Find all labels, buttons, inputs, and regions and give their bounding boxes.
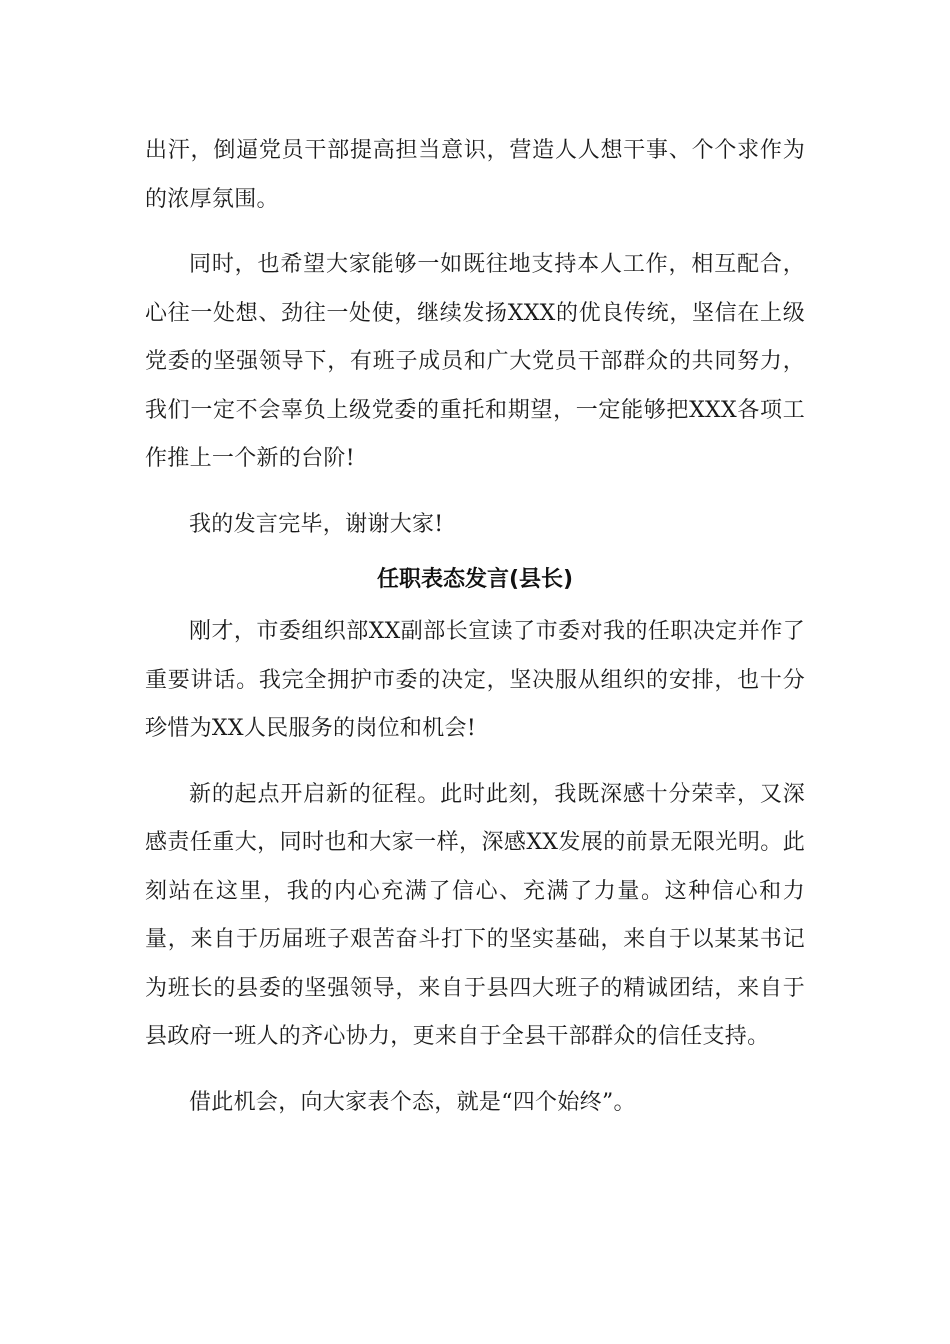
paragraph-four-always: 借此机会，向大家表个态，就是“四个始终”。 xyxy=(189,1089,636,1115)
paragraph-continued: 出汗，倒逼党员干部提高担当意识，营造人人想干事、个个求作为的浓厚氛围。 xyxy=(145,138,805,212)
paragraph-support-request: 同时，也希望大家能够一如既往地支持本人工作，相互配合，心往一处想、劲往一处使，继续发扬XXX的优良传统，坚信在上级党委的坚强领导下，有班子成员和广大党员干部群众的共同努力，我们一定不会辜负上级党委的重托和期望，一定能够把XXX各项工作推上一个新的台阶! xyxy=(145,252,805,471)
paragraph-new-journey: 新的起点开启新的征程。此时此刻，我既深感十分荣幸，又深感责任重大，同时也和大家一样，深感XX发展的前景无限光明。此刻站在这里，我的内心充满了信心、充满了力量。这种信心和力量，来自于历届班子艰苦奋斗打下的坚实基础，来自于以某某书记为班长的县委的坚强领导，来自于县四大班子的精诚团结，来自于县政府一班人的齐心协力，更来自于全县干部群众的信任支持。 xyxy=(145,781,805,1049)
paragraph-closing: 我的发言完毕，谢谢大家! xyxy=(189,511,444,537)
paragraph-appointment: 刚才，市委组织部XX副部长宣读了市委对我的任职决定并作了重要讲话。我完全拥护市委的决定，坚决服从组织的安排，也十分珍惜为XX人民服务的岗位和机会! xyxy=(145,619,805,741)
section-title: 任职表态发言(县长) xyxy=(376,567,574,592)
document-body xyxy=(145,127,805,1144)
